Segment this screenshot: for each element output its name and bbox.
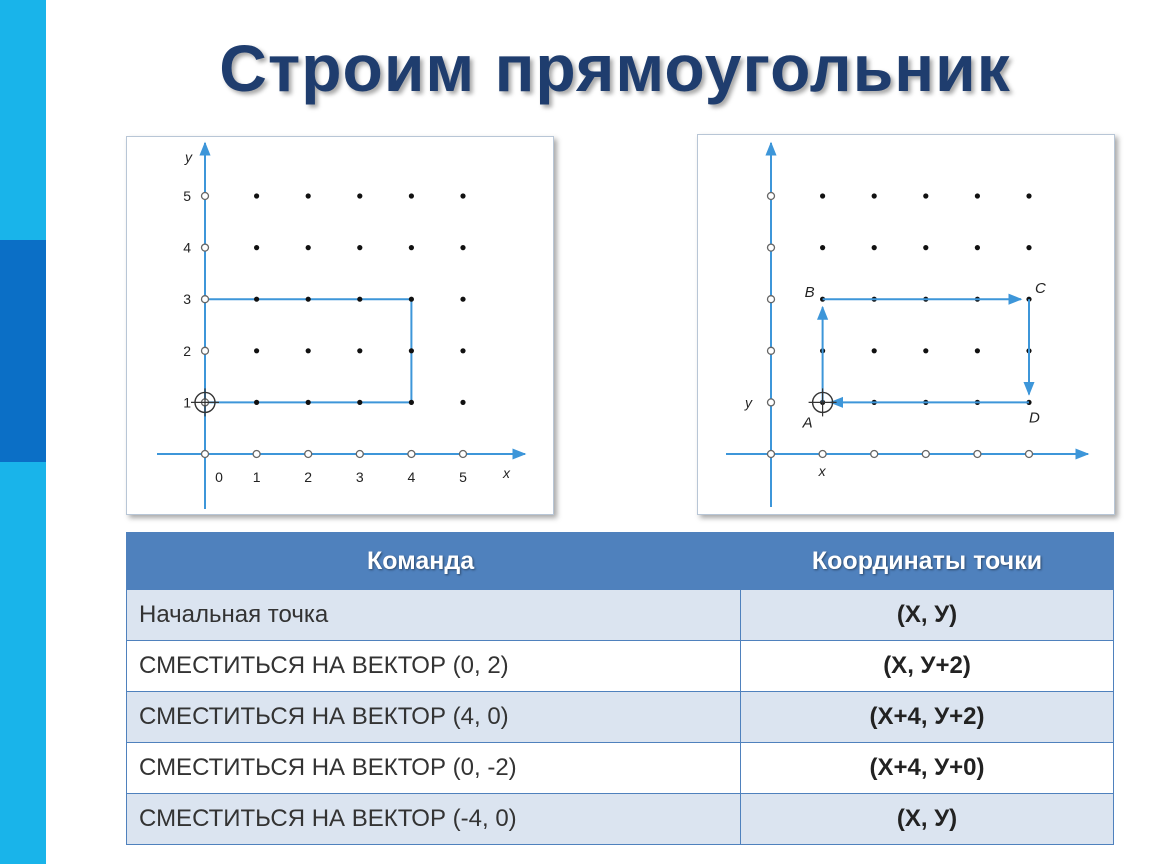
left-coordinate-diagram xyxy=(126,136,554,515)
x-tick-label: 1 xyxy=(252,469,261,485)
grid-dot xyxy=(975,348,980,353)
grid-dot xyxy=(357,400,362,405)
y-axis-marker xyxy=(768,244,775,251)
left-diagram-canvas xyxy=(127,137,553,514)
y-tick-label: 5 xyxy=(183,188,191,204)
table-header-row xyxy=(127,533,1114,590)
x-tick-label: 2 xyxy=(304,469,313,485)
x-tick-label: 4 xyxy=(407,469,416,485)
header-coordinates: Координаты точки xyxy=(741,533,1114,590)
grid-dot xyxy=(357,193,362,198)
grid-dot xyxy=(872,348,877,353)
grid-dot xyxy=(409,297,414,302)
grid-dot xyxy=(306,400,311,405)
table-row xyxy=(127,743,1114,794)
x-axis-marker xyxy=(202,451,209,458)
y-axis-marker xyxy=(202,347,209,354)
right-diagram-canvas xyxy=(698,135,1114,514)
grid-dot xyxy=(975,245,980,250)
grid-dot xyxy=(923,348,928,353)
right-coordinate-diagram xyxy=(697,134,1115,515)
coords-cell: (Х, У) xyxy=(741,590,1114,641)
y-axis-marker xyxy=(768,296,775,303)
y-axis-marker xyxy=(202,244,209,251)
grid-dot xyxy=(409,348,414,353)
grid-dot xyxy=(306,348,311,353)
grid-dot xyxy=(409,245,414,250)
x-axis-marker xyxy=(253,451,260,458)
point-label-c: C xyxy=(1035,280,1046,298)
y-axis-marker xyxy=(202,193,209,200)
point-label-b: B xyxy=(804,284,815,302)
header-command: Команда xyxy=(127,533,741,590)
grid-dot xyxy=(820,245,825,250)
point-label-a: A xyxy=(802,414,813,432)
grid-dot xyxy=(460,400,465,405)
command-cell: Начальная точка xyxy=(127,590,741,641)
y-tick-label: 1 xyxy=(183,394,191,411)
coords-cell: (Х, У+2) xyxy=(741,641,1114,692)
x-axis-marker xyxy=(408,451,415,458)
grid-dot xyxy=(254,297,259,302)
x-tick-label: 5 xyxy=(459,469,467,485)
command-cell: СМЕСТИТЬСЯ НА ВЕКТОР (0, 2) xyxy=(127,641,741,692)
y-tick-label: 3 xyxy=(183,291,191,308)
grid-dot xyxy=(357,348,362,353)
grid-dot xyxy=(872,245,877,250)
grid-dot xyxy=(975,193,980,198)
grid-dot xyxy=(306,297,311,302)
grid-dot xyxy=(460,193,465,198)
grid-dot xyxy=(254,193,259,198)
grid-dot xyxy=(254,348,259,353)
grid-dot xyxy=(820,193,825,198)
x-axis-label: x xyxy=(503,465,510,481)
coords-cell: (Х+4, У+0) xyxy=(741,743,1114,794)
grid-dot xyxy=(357,297,362,302)
x-axis-marker xyxy=(819,451,826,458)
x-axis-marker xyxy=(768,451,775,458)
y-tick-label: 2 xyxy=(183,342,191,359)
grid-dot xyxy=(254,400,259,405)
grid-dot xyxy=(460,297,465,302)
grid-dot xyxy=(306,245,311,250)
command-cell: СМЕСТИТЬСЯ НА ВЕКТОР (4, 0) xyxy=(127,692,741,743)
command-table xyxy=(126,532,1114,845)
y-axis-label: y xyxy=(185,149,192,165)
x-axis-marker xyxy=(356,451,363,458)
grid-dot xyxy=(306,193,311,198)
x-tick-label: 3 xyxy=(355,469,364,485)
y-axis-label: y xyxy=(745,394,752,411)
grid-dot xyxy=(460,348,465,353)
x-axis-marker xyxy=(460,451,467,458)
point-label-d: D xyxy=(1029,409,1040,427)
grid-dot xyxy=(1026,193,1031,198)
side-stripe-dark xyxy=(0,240,46,462)
grid-dot xyxy=(357,245,362,250)
grid-dot xyxy=(923,245,928,250)
table-row xyxy=(127,590,1114,641)
x-axis-marker xyxy=(974,451,981,458)
grid-dot xyxy=(409,193,414,198)
y-axis-marker xyxy=(202,296,209,303)
x-axis-marker xyxy=(871,451,878,458)
coords-cell: (Х, У) xyxy=(741,794,1114,845)
table-row xyxy=(127,641,1114,692)
grid-dot xyxy=(1026,245,1031,250)
y-axis-marker xyxy=(768,193,775,200)
grid-dot xyxy=(460,245,465,250)
grid-dot xyxy=(254,245,259,250)
x-axis-marker xyxy=(922,451,929,458)
y-axis-marker xyxy=(768,399,775,406)
command-cell: СМЕСТИТЬСЯ НА ВЕКТОР (0, -2) xyxy=(127,743,741,794)
x-axis-marker xyxy=(305,451,312,458)
coords-cell: (Х+4, У+2) xyxy=(741,692,1114,743)
y-tick-label: 4 xyxy=(183,239,191,256)
x-tick-label: 0 xyxy=(215,469,223,485)
table-row xyxy=(127,692,1114,743)
command-cell: СМЕСТИТЬСЯ НА ВЕКТОР (-4, 0) xyxy=(127,794,741,845)
x-axis-marker xyxy=(1026,451,1033,458)
x-axis-label: x xyxy=(818,463,826,479)
y-axis-marker xyxy=(768,347,775,354)
grid-dot xyxy=(872,193,877,198)
slide-title: Строим прямоугольник xyxy=(219,31,1011,105)
grid-dot xyxy=(409,400,414,405)
grid-dot xyxy=(923,193,928,198)
table-row xyxy=(127,794,1114,845)
